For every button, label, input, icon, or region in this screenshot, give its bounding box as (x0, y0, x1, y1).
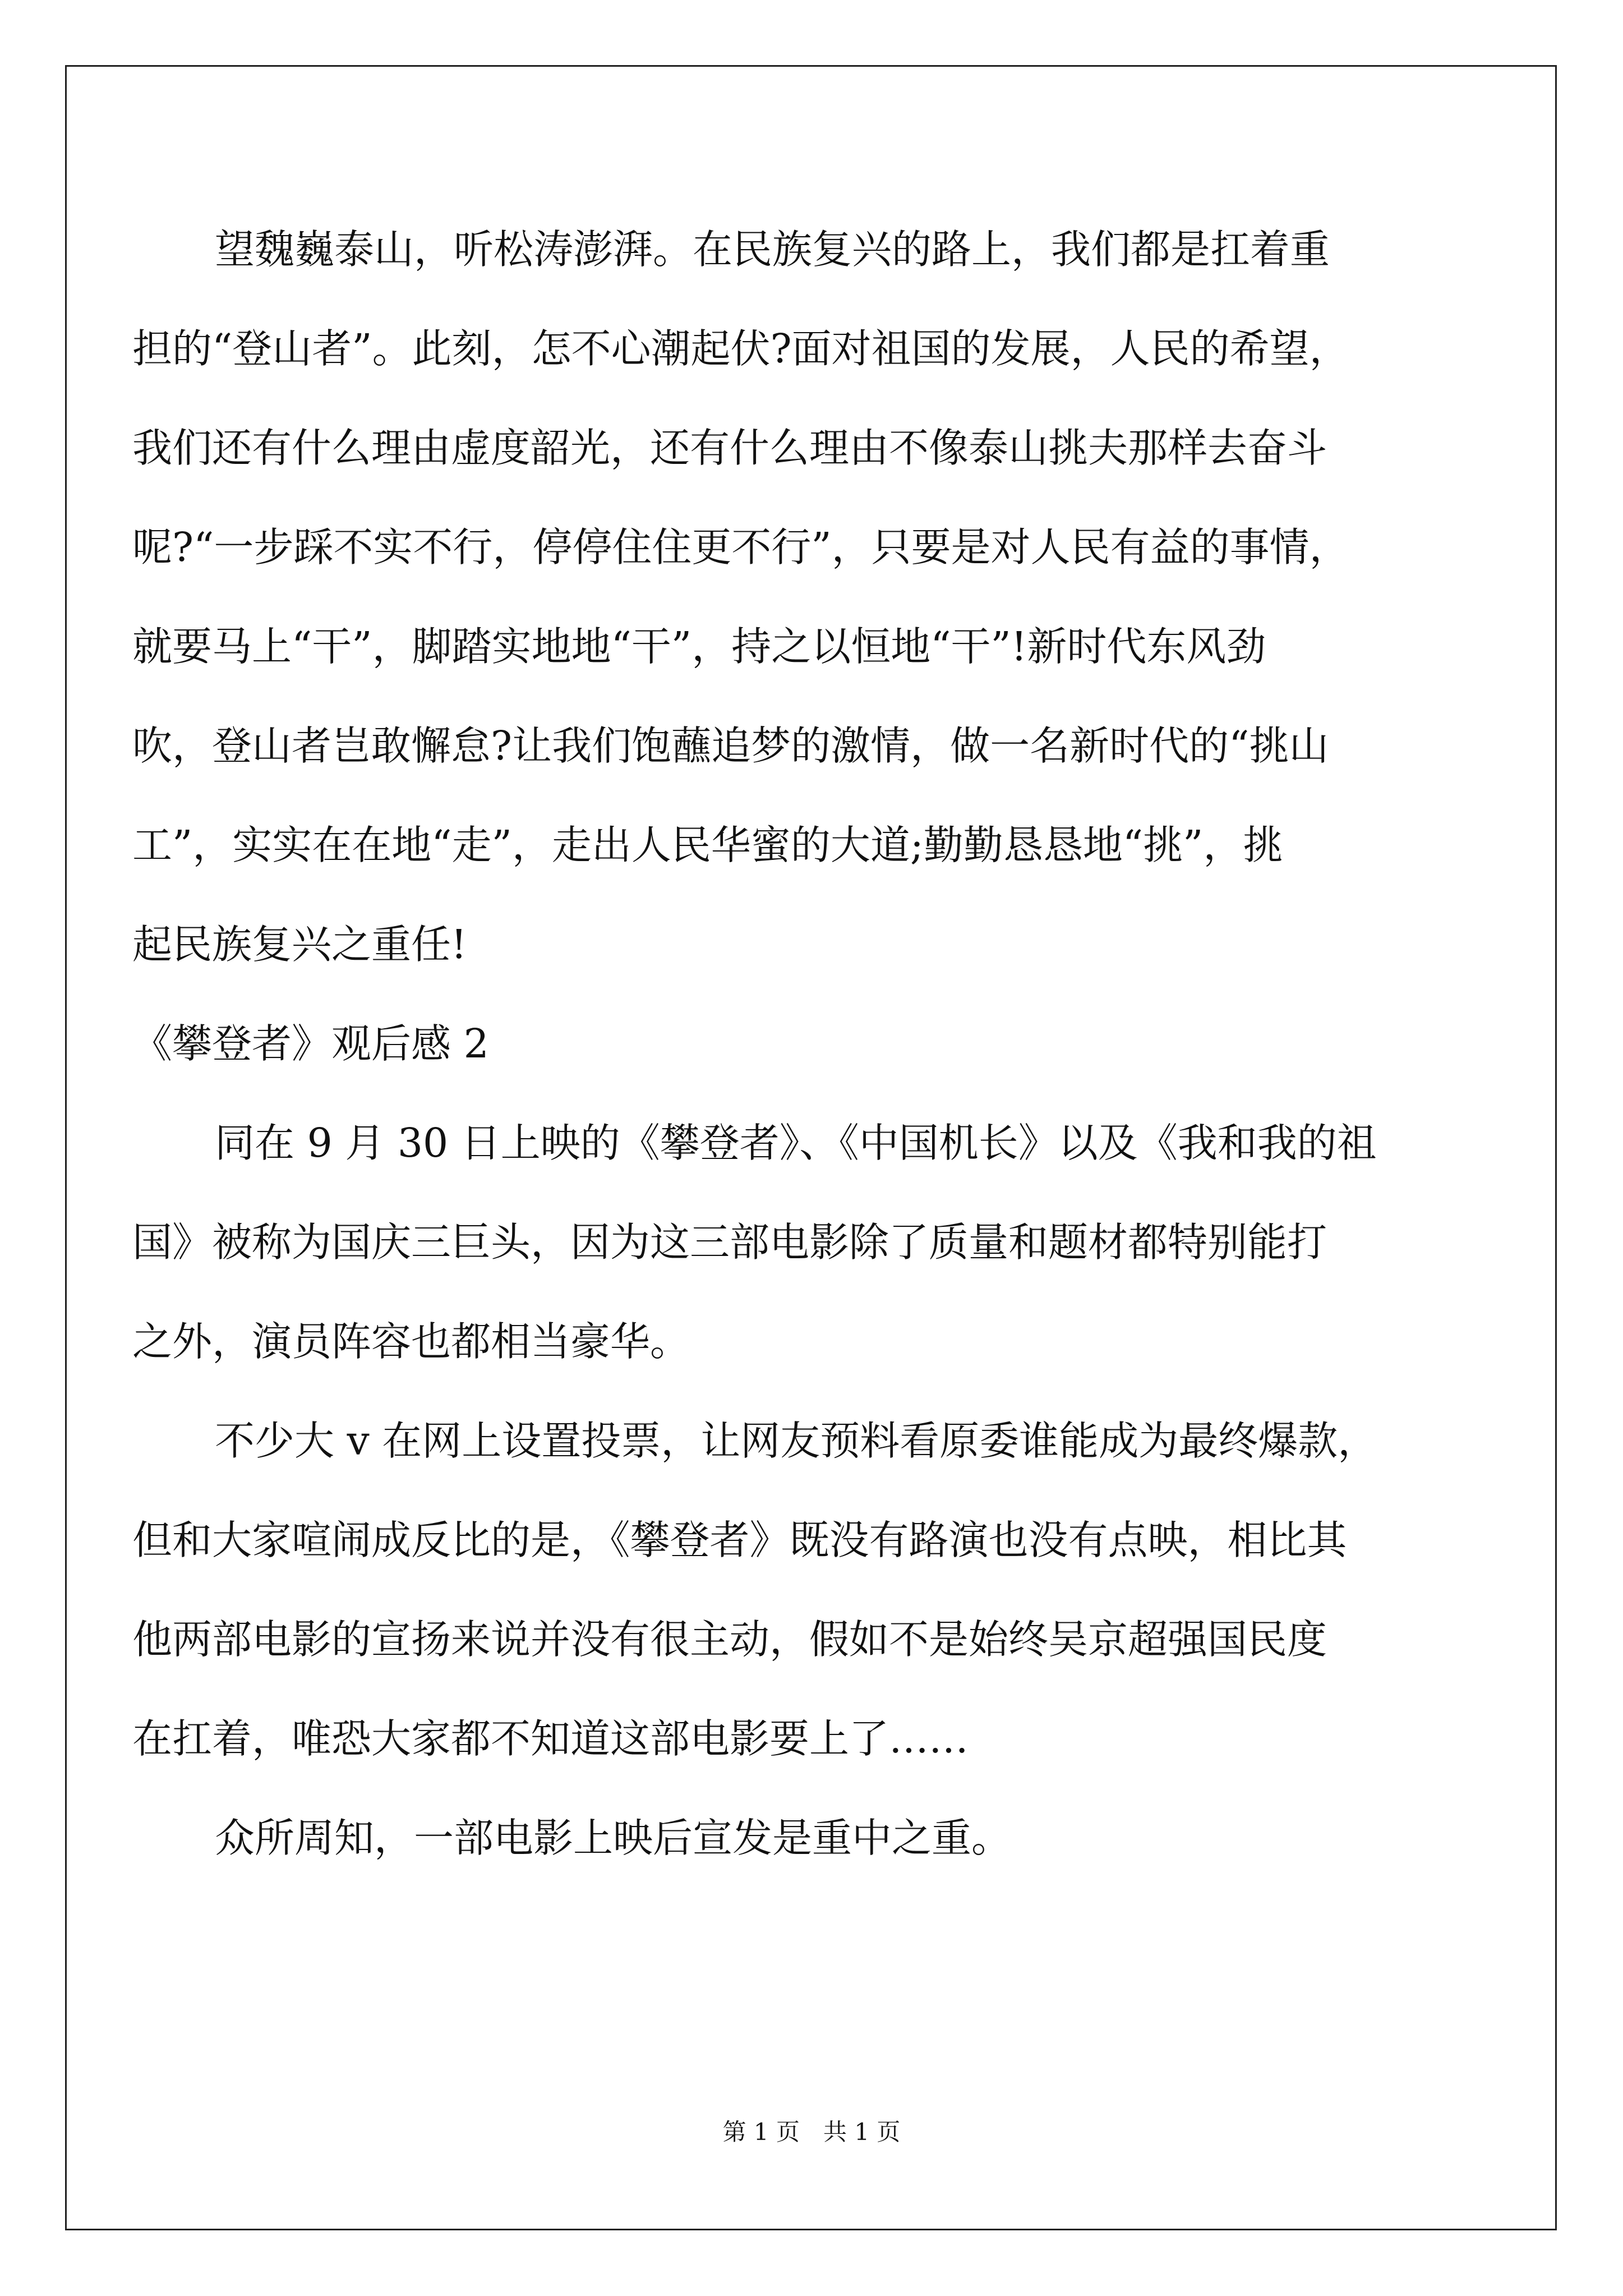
paragraph-line: 呢?“一步踩不实不行，停停住住更不行”，只要是对人民有益的事情， (132, 524, 1349, 570)
page-footer: 第 1 页 共 1 页 (722, 2118, 901, 2146)
paragraph-line: 就要马上“干”，脚踏实地地“干”，持之以恒地“干”!新时代东风劲 (132, 623, 1266, 670)
document-body (132, 200, 1422, 1888)
paragraph-line: 国》被称为国庆三巨头，因为这三部电影除了质量和题材都特别能打 (132, 1219, 1327, 1266)
paragraph-line: 起民族复兴之重任! (132, 921, 467, 968)
paragraph-line: 同在 9 月 30 日上映的《攀登者》、《中国机长》以及《我和我的祖 (215, 1120, 1377, 1166)
paragraph-line: 我们还有什么理由虚度韶光，还有什么理由不像泰山挑夫那样去奋斗 (132, 425, 1327, 471)
paragraph-line: 在扛着，唯恐大家都不知道这部电影要上了…… (132, 1715, 969, 1762)
paragraph-line: 望魏巍泰山，听松涛澎湃。在民族复兴的路上，我们都是扛着重 (215, 226, 1330, 273)
paragraph-line: 他两部电影的宣扬来说并没有很主动，假如不是始终吴京超强国民度 (132, 1616, 1327, 1663)
paragraph-line: 吹，登山者岂敢懈怠?让我们饱蘸追梦的激情，做一名新时代的“挑山 (132, 723, 1329, 769)
paragraph-line: 但和大家喧闹成反比的是，《攀登者》既没有路演也没有点映，相比其 (132, 1517, 1347, 1563)
paragraph-line: 工”，实实在在地“走”，走出人民华蜜的大道;勤勤恳恳地“挑”，挑 (132, 822, 1283, 868)
paragraph-line: 不少大 v 在网上设置投票，让网友预料看原委谁能成为最终爆款， (215, 1418, 1378, 1464)
section-heading: 《攀登者》观后感 2 (132, 1020, 489, 1067)
paragraph-line: 担的“登山者”。此刻，怎不心潮起伏?面对祖国的发展，人民的希望， (132, 325, 1349, 372)
paragraph-line: 之外，演员阵容也都相当豪华。 (132, 1318, 690, 1365)
paragraph-line: 众所周知，一部电影上映后宣发是重中之重。 (215, 1815, 1012, 1861)
